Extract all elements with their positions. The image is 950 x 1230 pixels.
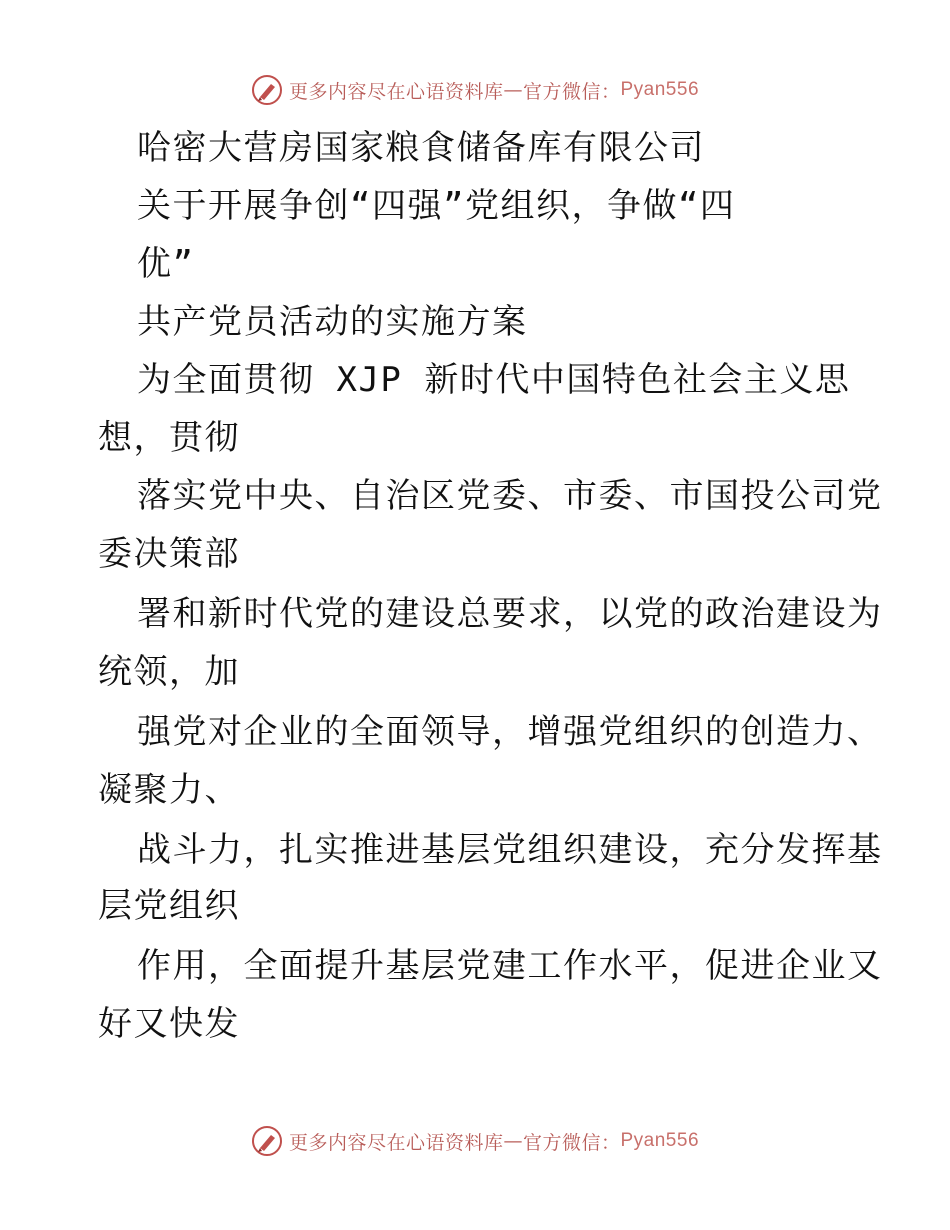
body-line: 统领，加 — [98, 652, 240, 692]
watermark-wechat-label: 官方微信： — [522, 80, 621, 103]
doc-title-line-3: 优” — [137, 244, 195, 284]
watermark-text: 更多内容尽在心语资料库 — [288, 1131, 504, 1154]
watermark-wechat-label: 官方微信： — [522, 1131, 621, 1154]
doc-title-line-4: 共产党员活动的实施方案 — [137, 302, 528, 342]
pen-logo-icon — [251, 74, 283, 106]
body-line: 署和新时代党的建设总要求，以党的政治建设为 — [137, 594, 883, 634]
body-line: 好又快发 — [98, 1004, 240, 1044]
body-line: 委决策部 — [98, 534, 240, 574]
pen-logo-icon — [251, 1125, 283, 1157]
watermark-dash: — — [503, 79, 523, 101]
footer-watermark — [0, 1121, 950, 1161]
body-line: 为全面贯彻 XJP 新时代中国特色社会主义思 — [137, 360, 851, 400]
body-line: 强党对企业的全面领导，增强党组织的创造力、 — [137, 712, 883, 752]
body-line: 落实党中央、自治区党委、市委、市国投公司党 — [137, 476, 883, 516]
body-line: 想，贯彻 — [98, 418, 240, 458]
doc-title-line-1: 哈密大营房国家粮食储备库有限公司 — [137, 128, 705, 168]
doc-title-line-2: 关于开展争创“四强”党组织，争做“四 — [137, 186, 736, 226]
body-line: 战斗力，扎实推进基层党组织建设，充分发挥基 — [137, 830, 883, 870]
body-line: 凝聚力、 — [98, 770, 240, 810]
body-line: 层党组织 — [98, 886, 240, 926]
watermark-wechat-id: Pyan556 — [620, 79, 700, 100]
body-line: 作用，全面提升基层党建工作水平，促进企业又 — [137, 946, 883, 986]
watermark-dash: — — [503, 1130, 523, 1152]
watermark-wechat-id: Pyan556 — [620, 1130, 700, 1151]
header-watermark — [0, 70, 950, 110]
watermark-text: 更多内容尽在心语资料库 — [288, 80, 504, 103]
